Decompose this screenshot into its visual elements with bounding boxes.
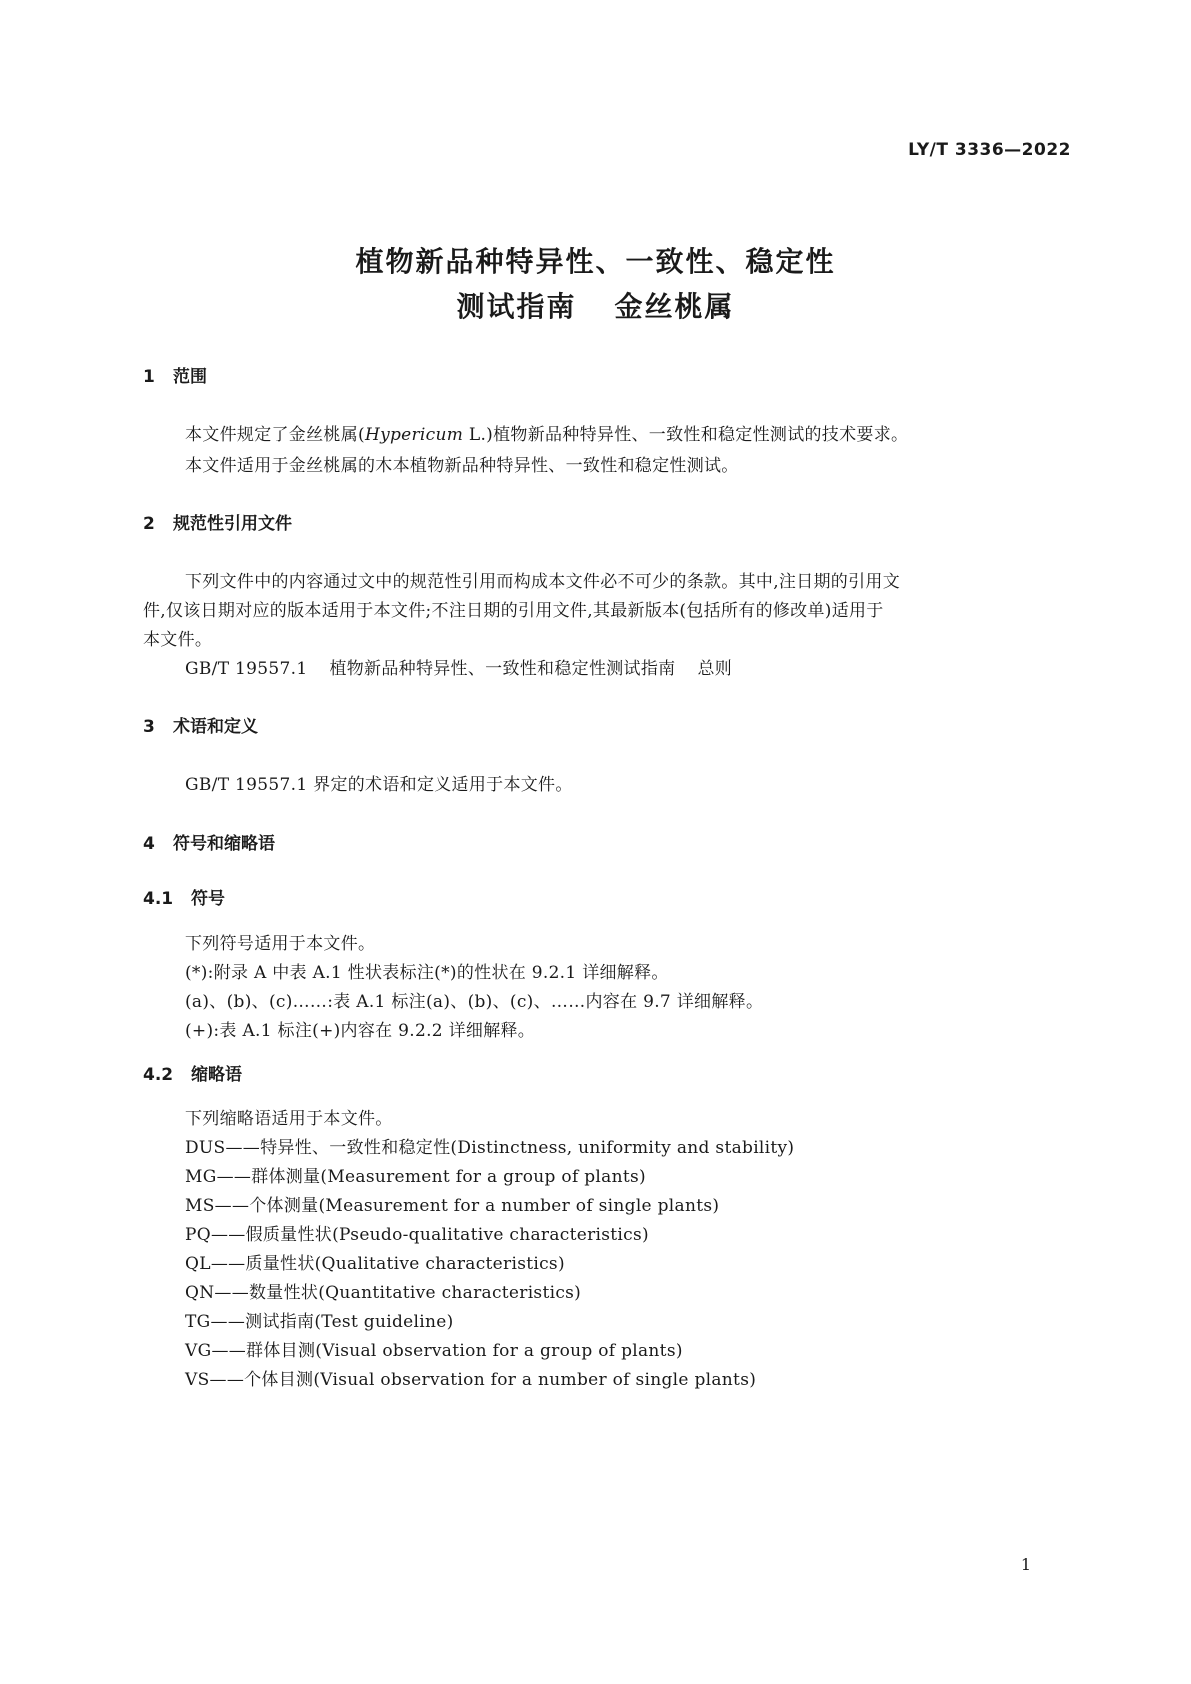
reference-code: GB/T 19557.1 xyxy=(185,659,308,679)
scope-text-pre: 本文件规定了金丝桃属( xyxy=(185,425,365,445)
scope-paragraph-2: 本文件适用于金丝桃属的木本植物新品种特异性、一致性和稳定性测试。 xyxy=(185,456,739,476)
subsection-number: 4.1 xyxy=(143,889,174,909)
abbreviation-item: PQ——假质量性状(Pseudo-qualitative characteristics) xyxy=(185,1225,649,1245)
standard-number: LY/T 3336—2022 xyxy=(908,140,1071,160)
references-paragraph-line1: 下列文件中的内容通过文中的规范性引用而构成本文件必不可少的条款。其中,注日期的引用文 xyxy=(185,572,901,592)
abbreviation-item: QL——质量性状(Qualitative characteristics) xyxy=(185,1254,565,1274)
symbols-line: 下列符号适用于本文件。 xyxy=(185,934,376,954)
reference-title: 植物新品种特异性、一致性和稳定性测试指南 xyxy=(329,659,676,679)
section-title: 符号和缩略语 xyxy=(173,834,275,854)
references-paragraph-line2: 件,仅该日期对应的版本适用于本文件;不注日期的引用文件,其最新版本(包括所有的修改单)适用于 xyxy=(143,601,884,621)
title-part-genus: 金丝桃属 xyxy=(614,290,735,323)
scope-paragraph-1 xyxy=(185,420,908,445)
terms-paragraph: GB/T 19557.1 界定的术语和定义适用于本文件。 xyxy=(185,775,573,795)
abbreviation-item: TG——测试指南(Test guideline) xyxy=(185,1312,454,1332)
abbreviation-item: DUS——特异性、一致性和稳定性(Distinctness, uniformity and stability) xyxy=(185,1138,795,1158)
subsection-heading-abbreviations xyxy=(143,1060,242,1085)
abbreviation-item: MS——个体测量(Measurement for a number of single plants) xyxy=(185,1196,720,1216)
symbols-line: (+):表 A.1 标注(+)内容在 9.2.2 详细解释。 xyxy=(185,1021,536,1041)
document-title-line1: 植物新品种特异性、一致性、稳定性 xyxy=(355,245,836,278)
section-number: 2 xyxy=(143,514,155,534)
title-part-guideline: 测试指南 xyxy=(456,290,577,323)
section-heading-normative-references xyxy=(143,509,292,534)
scope-text-post: L.)植物新品种特异性、一致性和稳定性测试的技术要求。 xyxy=(463,425,909,445)
document-title-line2 xyxy=(0,285,1191,325)
section-number: 3 xyxy=(143,717,155,737)
reference-part: 总则 xyxy=(697,659,733,679)
subsection-title: 符号 xyxy=(191,889,225,909)
section-title: 范围 xyxy=(173,367,207,387)
symbols-line: (a)、(b)、(c)……:表 A.1 标注(a)、(b)、(c)、……内容在 9.7 详细解释。 xyxy=(185,992,764,1012)
subsection-heading-symbols xyxy=(143,884,225,909)
section-heading-terms xyxy=(143,712,258,737)
page-number: 1 xyxy=(1020,1555,1031,1574)
subsection-number: 4.2 xyxy=(143,1065,174,1085)
section-heading-symbols-abbreviations xyxy=(143,829,275,854)
references-paragraph-line3: 本文件。 xyxy=(143,630,213,650)
subsection-title: 缩略语 xyxy=(191,1065,242,1085)
abbreviation-item: VS——个体目测(Visual observation for a number of single plants) xyxy=(185,1370,757,1390)
abbreviation-item: VG——群体目测(Visual observation for a group of plants) xyxy=(185,1341,683,1361)
section-number: 4 xyxy=(143,834,155,854)
genus-name: Hypericum xyxy=(364,425,464,445)
abbreviation-item: MG——群体测量(Measurement for a group of plants) xyxy=(185,1167,646,1187)
abbreviation-item: QN——数量性状(Quantitative characteristics) xyxy=(185,1283,582,1303)
section-heading-scope xyxy=(143,362,207,387)
abbreviations-intro: 下列缩略语适用于本文件。 xyxy=(185,1109,393,1129)
reference-entry xyxy=(185,654,732,679)
section-number: 1 xyxy=(143,367,155,387)
section-title: 规范性引用文件 xyxy=(173,514,292,534)
section-title: 术语和定义 xyxy=(173,717,258,737)
symbols-line: (*):附录 A 中表 A.1 性状表标注(*)的性状在 9.2.1 详细解释。 xyxy=(185,963,669,983)
